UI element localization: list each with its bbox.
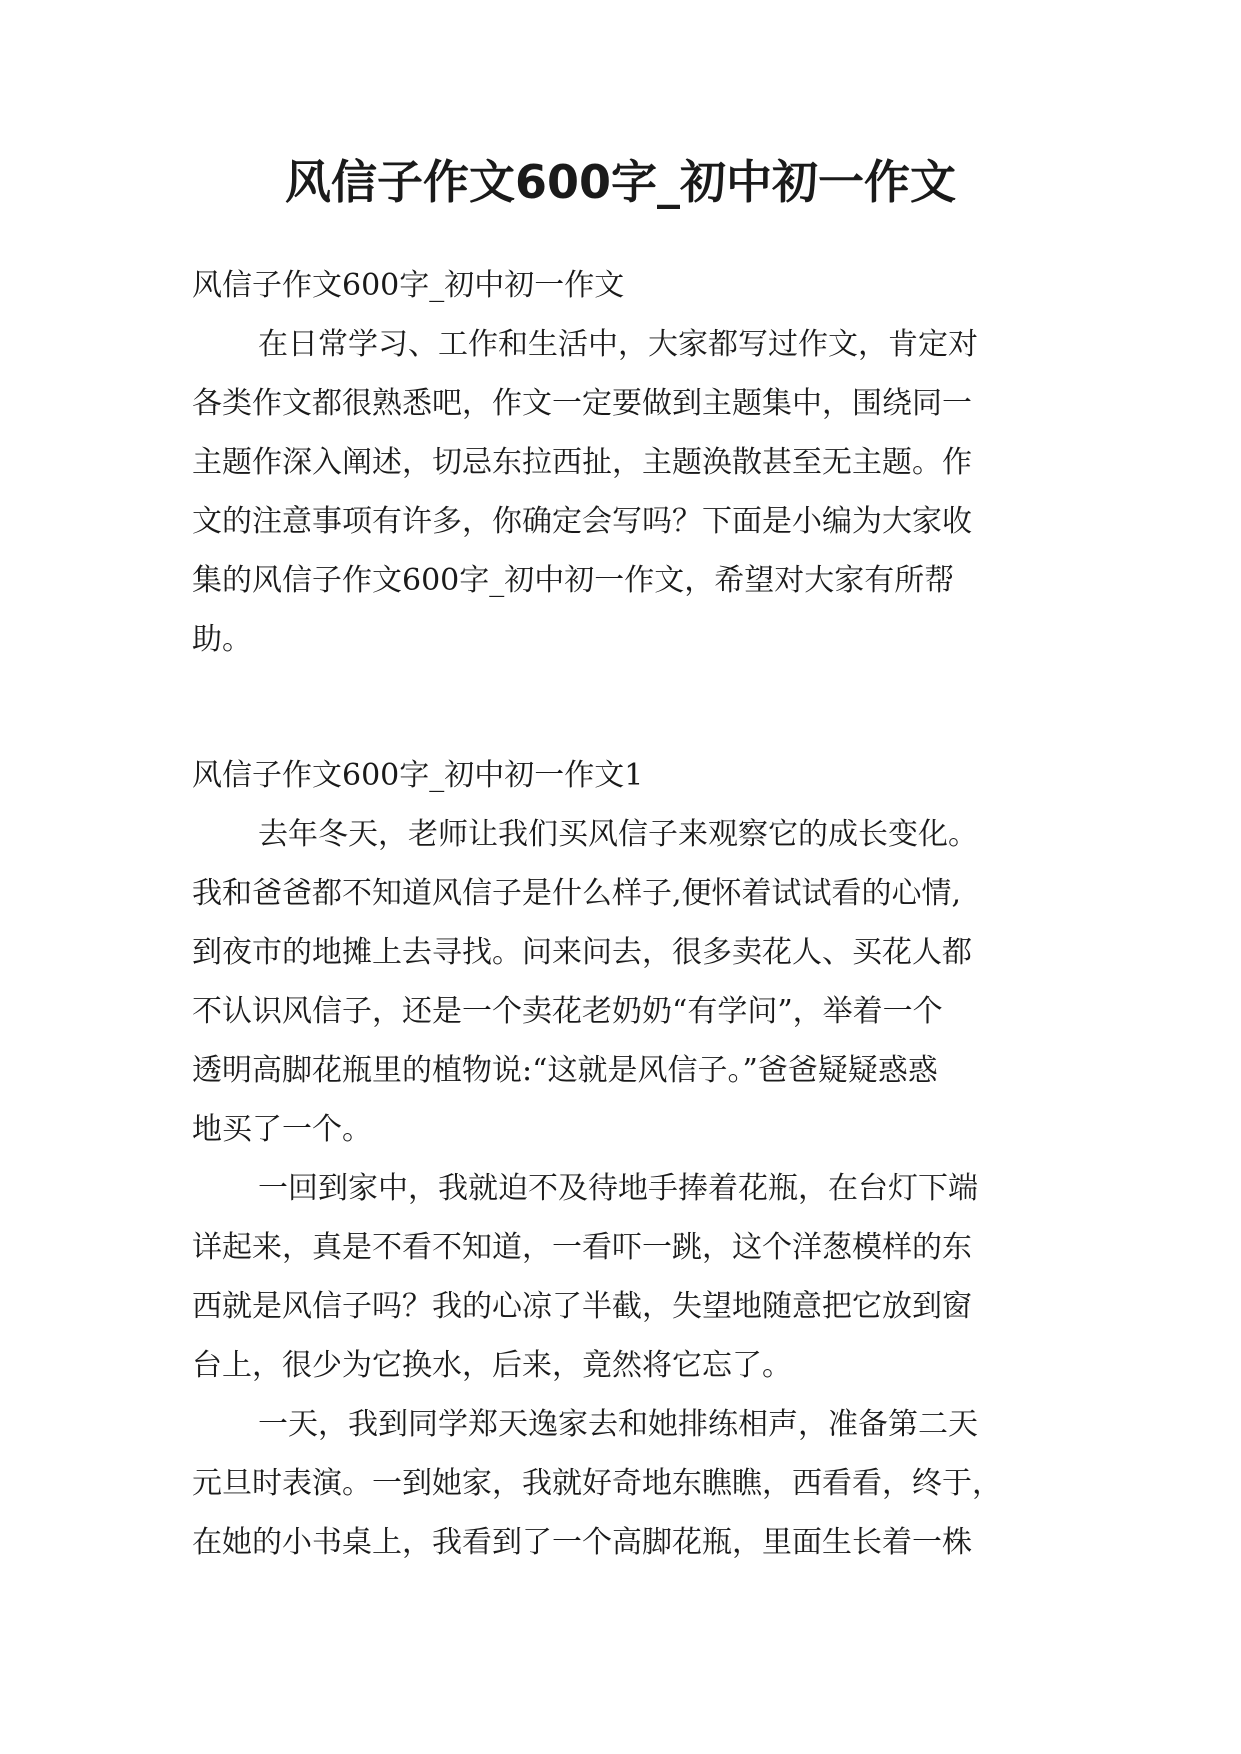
intro-line: 在日常学习、工作和生活中，大家都写过作文，肯定对 (258, 327, 978, 362)
paragraph-3-line: 在她的小书桌上，我看到了一个高脚花瓶，里面生长着一株 (192, 1525, 972, 1560)
intro-line: 文的注意事项有许多，你确定会写吗？下面是小编为大家收 (192, 504, 972, 539)
intro-line: 主题作深入阐述，切忌东拉西扯，主题涣散甚至无主题。作 (192, 445, 972, 480)
paragraph-1-line: 去年冬天，老师让我们买风信子来观察它的成长变化。 (258, 817, 978, 852)
intro-line: 助。 (192, 622, 252, 657)
intro-line: 各类作文都很熟悉吧，作文一定要做到主题集中，围绕同一 (192, 386, 972, 421)
paragraph-2-line: 台上，很少为它换水，后来，竟然将它忘了。 (192, 1348, 792, 1383)
paragraph-2-line: 详起来，真是不看不知道，一看吓一跳，这个洋葱模样的东 (192, 1230, 972, 1265)
section-1-heading: 风信子作文600字_初中初一作文1 (192, 758, 644, 793)
paragraph-1-line: 不认识风信子，还是一个卖花老奶奶“有学问”，举着一个 (192, 994, 943, 1029)
paragraph-2-line: 西就是风信子吗？我的心凉了半截，失望地随意把它放到窗 (192, 1289, 972, 1324)
paragraph-3-line: 一天，我到同学郑天逸家去和她排练相声，准备第二天 (258, 1407, 978, 1442)
intro-section (192, 256, 1052, 669)
paragraph-1-line: 透明高脚花瓶里的植物说:“这就是风信子。”爸爸疑疑惑惑 (192, 1053, 938, 1088)
paragraph-1-line: 我和爸爸都不知道风信子是什么样子,便怀着试试看的心情, (192, 876, 962, 911)
paragraph-3-line: 元旦时表演。一到她家，我就好奇地东瞧瞧，西看看，终于， (192, 1466, 1002, 1501)
paragraph-2-line: 一回到家中，我就迫不及待地手捧着花瓶，在台灯下端 (258, 1171, 978, 1206)
document-title: 风信子作文600字_初中初一作文 (284, 155, 957, 209)
paragraph-1-line: 到夜市的地摊上去寻找。问来问去，很多卖花人、买花人都 (192, 935, 972, 970)
essay-section-1 (192, 746, 1052, 1572)
intro-heading: 风信子作文600字_初中初一作文 (192, 268, 625, 303)
intro-line: 集的风信子作文600字_初中初一作文，希望对大家有所帮 (192, 563, 955, 598)
paragraph-1-line: 地买了一个。 (192, 1112, 372, 1147)
